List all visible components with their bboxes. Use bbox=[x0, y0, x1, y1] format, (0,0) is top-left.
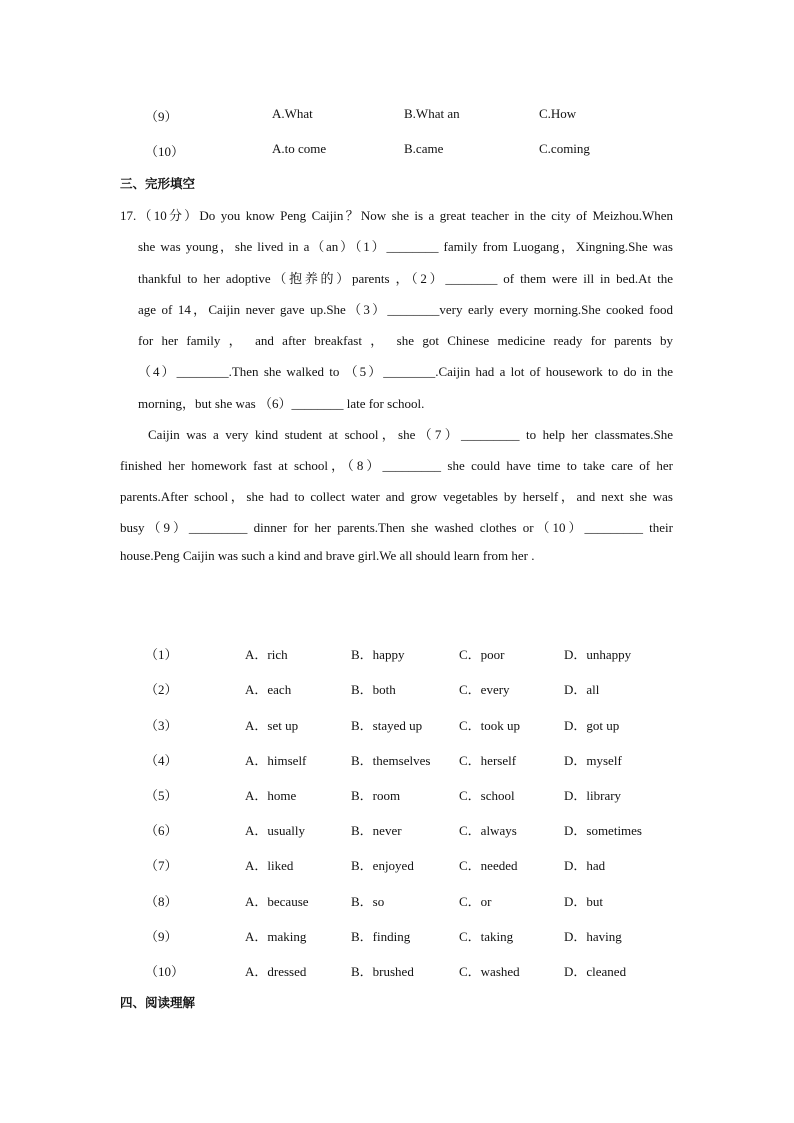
option-c: C．needed bbox=[459, 858, 518, 873]
option-d: D．myself bbox=[564, 753, 622, 768]
option-row bbox=[145, 961, 705, 979]
passage-line: Caijin was a very kind student at school，she（7）_________ to help her classmates.She bbox=[148, 427, 673, 442]
option-number: （5） bbox=[145, 788, 178, 803]
option-a: A．because bbox=[245, 894, 309, 909]
option-d: D．cleaned bbox=[564, 964, 627, 979]
passage-line: morning，but she was （6）________ late for school. bbox=[138, 396, 425, 411]
option-row bbox=[145, 644, 705, 662]
option-row bbox=[145, 926, 705, 944]
option-d: D．unhappy bbox=[564, 647, 632, 662]
option-d: D．sometimes bbox=[564, 823, 642, 838]
option-a: A．dressed bbox=[245, 964, 307, 979]
option-c: C．poor bbox=[459, 647, 505, 662]
option-d: D．library bbox=[564, 788, 622, 803]
option-b: B．room bbox=[351, 788, 401, 803]
option-a: A．each bbox=[245, 682, 292, 697]
option-a: A．himself bbox=[245, 753, 307, 768]
option-a: A．rich bbox=[245, 647, 288, 662]
option-a: A．usually bbox=[245, 823, 305, 838]
option-number: （4） bbox=[145, 753, 178, 768]
option-row bbox=[145, 750, 705, 768]
option-row bbox=[145, 785, 705, 803]
option-c: C．taking bbox=[459, 929, 514, 944]
top-option-row-9 bbox=[145, 106, 705, 124]
option-a: A.to come bbox=[272, 141, 327, 156]
option-b: B．so bbox=[351, 894, 385, 909]
option-b: B．never bbox=[351, 823, 402, 838]
option-d: D．having bbox=[564, 929, 622, 944]
top-option-row-10 bbox=[145, 141, 705, 159]
section-heading-reading: 四、阅读理解 bbox=[120, 995, 196, 1010]
option-b: B．stayed up bbox=[351, 718, 423, 733]
option-c: C．school bbox=[459, 788, 515, 803]
passage-line: （4）________.Then she walked to （5）________.Caijin had a lot of housework to do in the bbox=[138, 364, 673, 379]
option-c: C．always bbox=[459, 823, 517, 838]
option-b: B．brushed bbox=[351, 964, 414, 979]
option-b: B．happy bbox=[351, 647, 405, 662]
option-c: C．herself bbox=[459, 753, 517, 768]
option-b: B．enjoyed bbox=[351, 858, 414, 873]
option-number: （3） bbox=[145, 718, 178, 733]
option-c: C.coming bbox=[539, 141, 590, 156]
option-number: （9） bbox=[145, 929, 178, 944]
option-d: D．but bbox=[564, 894, 604, 909]
option-number: （6） bbox=[145, 823, 178, 838]
option-number: （1） bbox=[145, 647, 178, 662]
option-c: C．washed bbox=[459, 964, 520, 979]
option-d: D．all bbox=[564, 682, 600, 697]
option-a: A.What bbox=[272, 106, 313, 121]
option-row bbox=[145, 820, 705, 838]
option-a: A．making bbox=[245, 929, 307, 944]
option-b: B．themselves bbox=[351, 753, 431, 768]
option-c: C．or bbox=[459, 894, 492, 909]
option-number: （10） bbox=[145, 964, 185, 979]
option-number: （7） bbox=[145, 858, 178, 873]
passage-line: age of 14，Caijin never gave up.She（3）________very early every morning.She cooked food bbox=[138, 302, 673, 317]
passage-line: busy（9）_________ dinner for her parents.Then she washed clothes or（10）_________ their bbox=[120, 520, 673, 535]
option-d: D．had bbox=[564, 858, 606, 873]
passage-line: she was young，she lived in a（an）（1）________ family from Luogang，Xingning.She was bbox=[138, 239, 673, 254]
option-a: A．liked bbox=[245, 858, 294, 873]
option-b: B.came bbox=[404, 141, 444, 156]
option-c: C．every bbox=[459, 682, 510, 697]
option-row bbox=[145, 679, 705, 697]
passage-line: parents.After school，she had to collect water and grow vegetables by herself，and next she was bbox=[120, 489, 673, 504]
passage-line: house.Peng Caijin was such a kind and brave girl.We all should learn from her . bbox=[120, 548, 535, 563]
option-row bbox=[145, 715, 705, 733]
section-heading-cloze: 三、完形填空 bbox=[120, 176, 196, 191]
option-b: B．finding bbox=[351, 929, 411, 944]
option-a: A．set up bbox=[245, 718, 299, 733]
passage-line: finished her homework fast at school，（8）_________ she could have time to take care of her bbox=[120, 458, 673, 473]
option-number: （2） bbox=[145, 682, 178, 697]
passage-line: 17.（10分）Do you know Peng Caijin？Now she is a great teacher in the city of Meizhou.When bbox=[120, 208, 673, 223]
passage-line: thankful to her adoptive（抱养的）parents ，（2）________ of them were ill in bed.At the bbox=[138, 271, 673, 286]
option-row bbox=[145, 855, 705, 873]
option-c: C.How bbox=[539, 106, 577, 121]
option-number: （9） bbox=[145, 109, 178, 124]
option-b: B.What an bbox=[404, 106, 460, 121]
option-d: D．got up bbox=[564, 718, 620, 733]
option-b: B．both bbox=[351, 682, 396, 697]
option-number: （8） bbox=[145, 894, 178, 909]
option-number: （10） bbox=[145, 144, 185, 159]
option-c: C．took up bbox=[459, 718, 521, 733]
option-row bbox=[145, 891, 705, 909]
passage-line: for her family ， and after breakfast ， she got Chinese medicine ready for parents by bbox=[138, 333, 673, 348]
option-a: A．home bbox=[245, 788, 297, 803]
